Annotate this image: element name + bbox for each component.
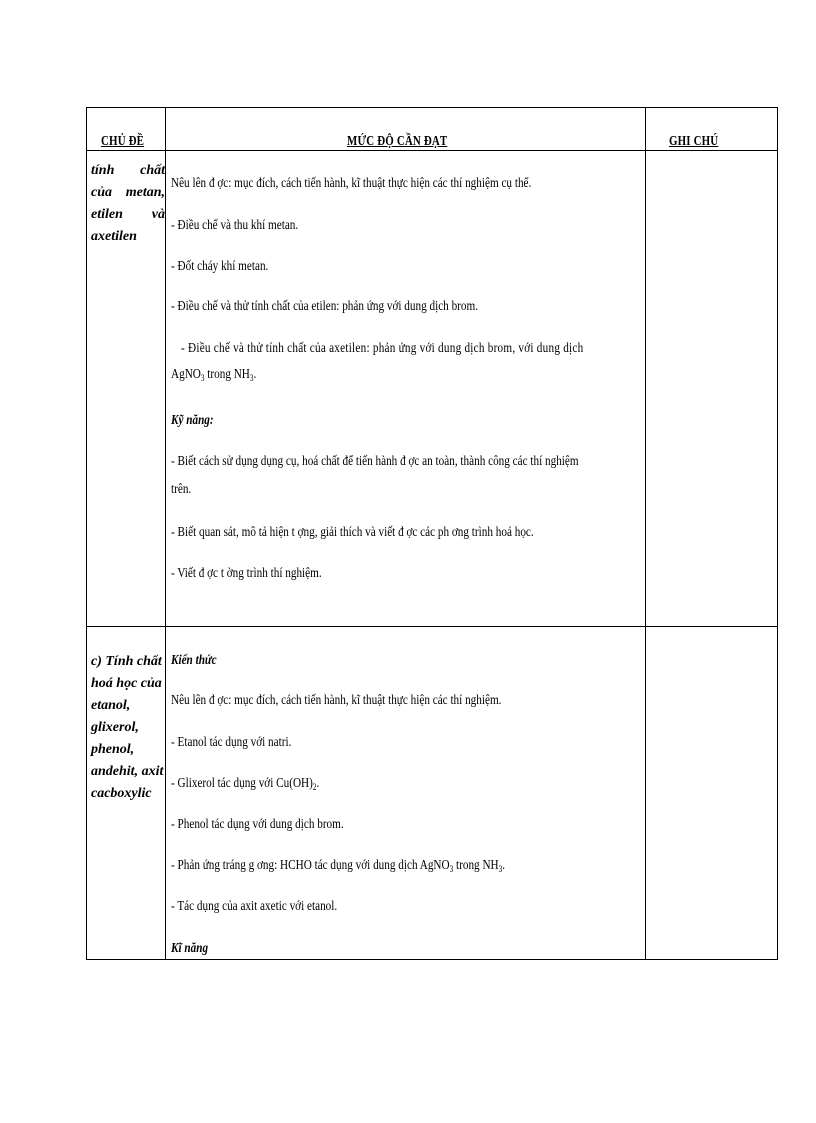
topic-cell-2 <box>91 651 165 805</box>
header-divider <box>87 150 777 151</box>
requirements-table <box>86 107 778 960</box>
topic-line: axetilen <box>91 229 137 244</box>
text-line-agno3: AgNO$_3$ trong $NH_3$. <box>171 367 257 383</box>
header-topic: CHỦ ĐỀ <box>101 134 145 149</box>
column-divider <box>645 108 646 959</box>
header-note: GHI CHÚ <box>669 134 719 149</box>
text-line: - Điều chế và thử tính chất của etilen: phản ứng với dung dịch brom. <box>171 299 479 314</box>
header-requirement: MỨC ĐỘ CẦN ĐẠT <box>347 134 448 149</box>
topic-line: cacboxylic <box>91 786 152 801</box>
topic-line: phenol, <box>91 742 135 757</box>
text-line: trên. <box>171 482 192 497</box>
text-line: - Viết đ ợc t ờng trình thí nghiệm. <box>171 566 322 581</box>
topic-line: tính chất <box>91 163 165 178</box>
text-line: - Đốt cháy khí metan. <box>171 259 269 274</box>
column-divider <box>165 108 166 959</box>
text-line: - Etanol tác dụng với natri. <box>171 735 292 750</box>
skills-heading: Kỹ năng: <box>171 413 214 428</box>
topic-line: etanol, <box>91 698 131 713</box>
text-line: Nêu lên đ ợc: mục đích, cách tiến hành, kĩ thuật thực hiện các thí nghiệm cụ thể. <box>171 176 532 191</box>
text-line: - Điều chế và thử tính chất của axetilen: phản ứng với dung dịch brom, với dung dịch <box>181 341 584 356</box>
text-line: - Tác dụng của axit axetic với etanol. <box>171 899 338 914</box>
row-divider <box>87 626 777 627</box>
text-line: - Biết cách sử dụng dụng cụ, hoá chất để tiến hành đ ợc an toàn, thành công các thí nghiệm <box>171 454 579 469</box>
topic-line: etilen và <box>91 207 165 222</box>
topic-line: hoá học của <box>91 676 162 691</box>
topic-cell-1 <box>91 160 165 248</box>
topic-line: của metan, <box>91 185 165 200</box>
topic-line: andehit, axit <box>91 764 164 779</box>
text-line: Nêu lên đ ợc: mục đích, cách tiến hành, kĩ thuật thực hiện các thí nghiệm. <box>171 693 502 708</box>
text-line-silver-mirror: - Phản ứng tráng g ơng: HCHO tác dụng với dung dịch AgNO$_3$ trong $NH_3$. <box>171 858 506 874</box>
text-line-glixerol: - Glixerol tác dụng với $Cu(OH)_2$. <box>171 776 320 792</box>
skills-heading: Kĩ năng <box>171 941 209 956</box>
knowledge-heading: Kiến thức <box>171 653 217 668</box>
topic-line: glixerol, <box>91 720 139 735</box>
topic-line: c) Tính chất <box>91 654 162 669</box>
text-line: - Điều chế và thu khí metan. <box>171 218 299 233</box>
text-line: - Biết quan sát, mô tả hiện t ợng, giải thích và viết đ ợc các ph ơng trình hoá học. <box>171 525 534 540</box>
text-line: - Phenol tác dụng với dung dịch brom. <box>171 817 344 832</box>
